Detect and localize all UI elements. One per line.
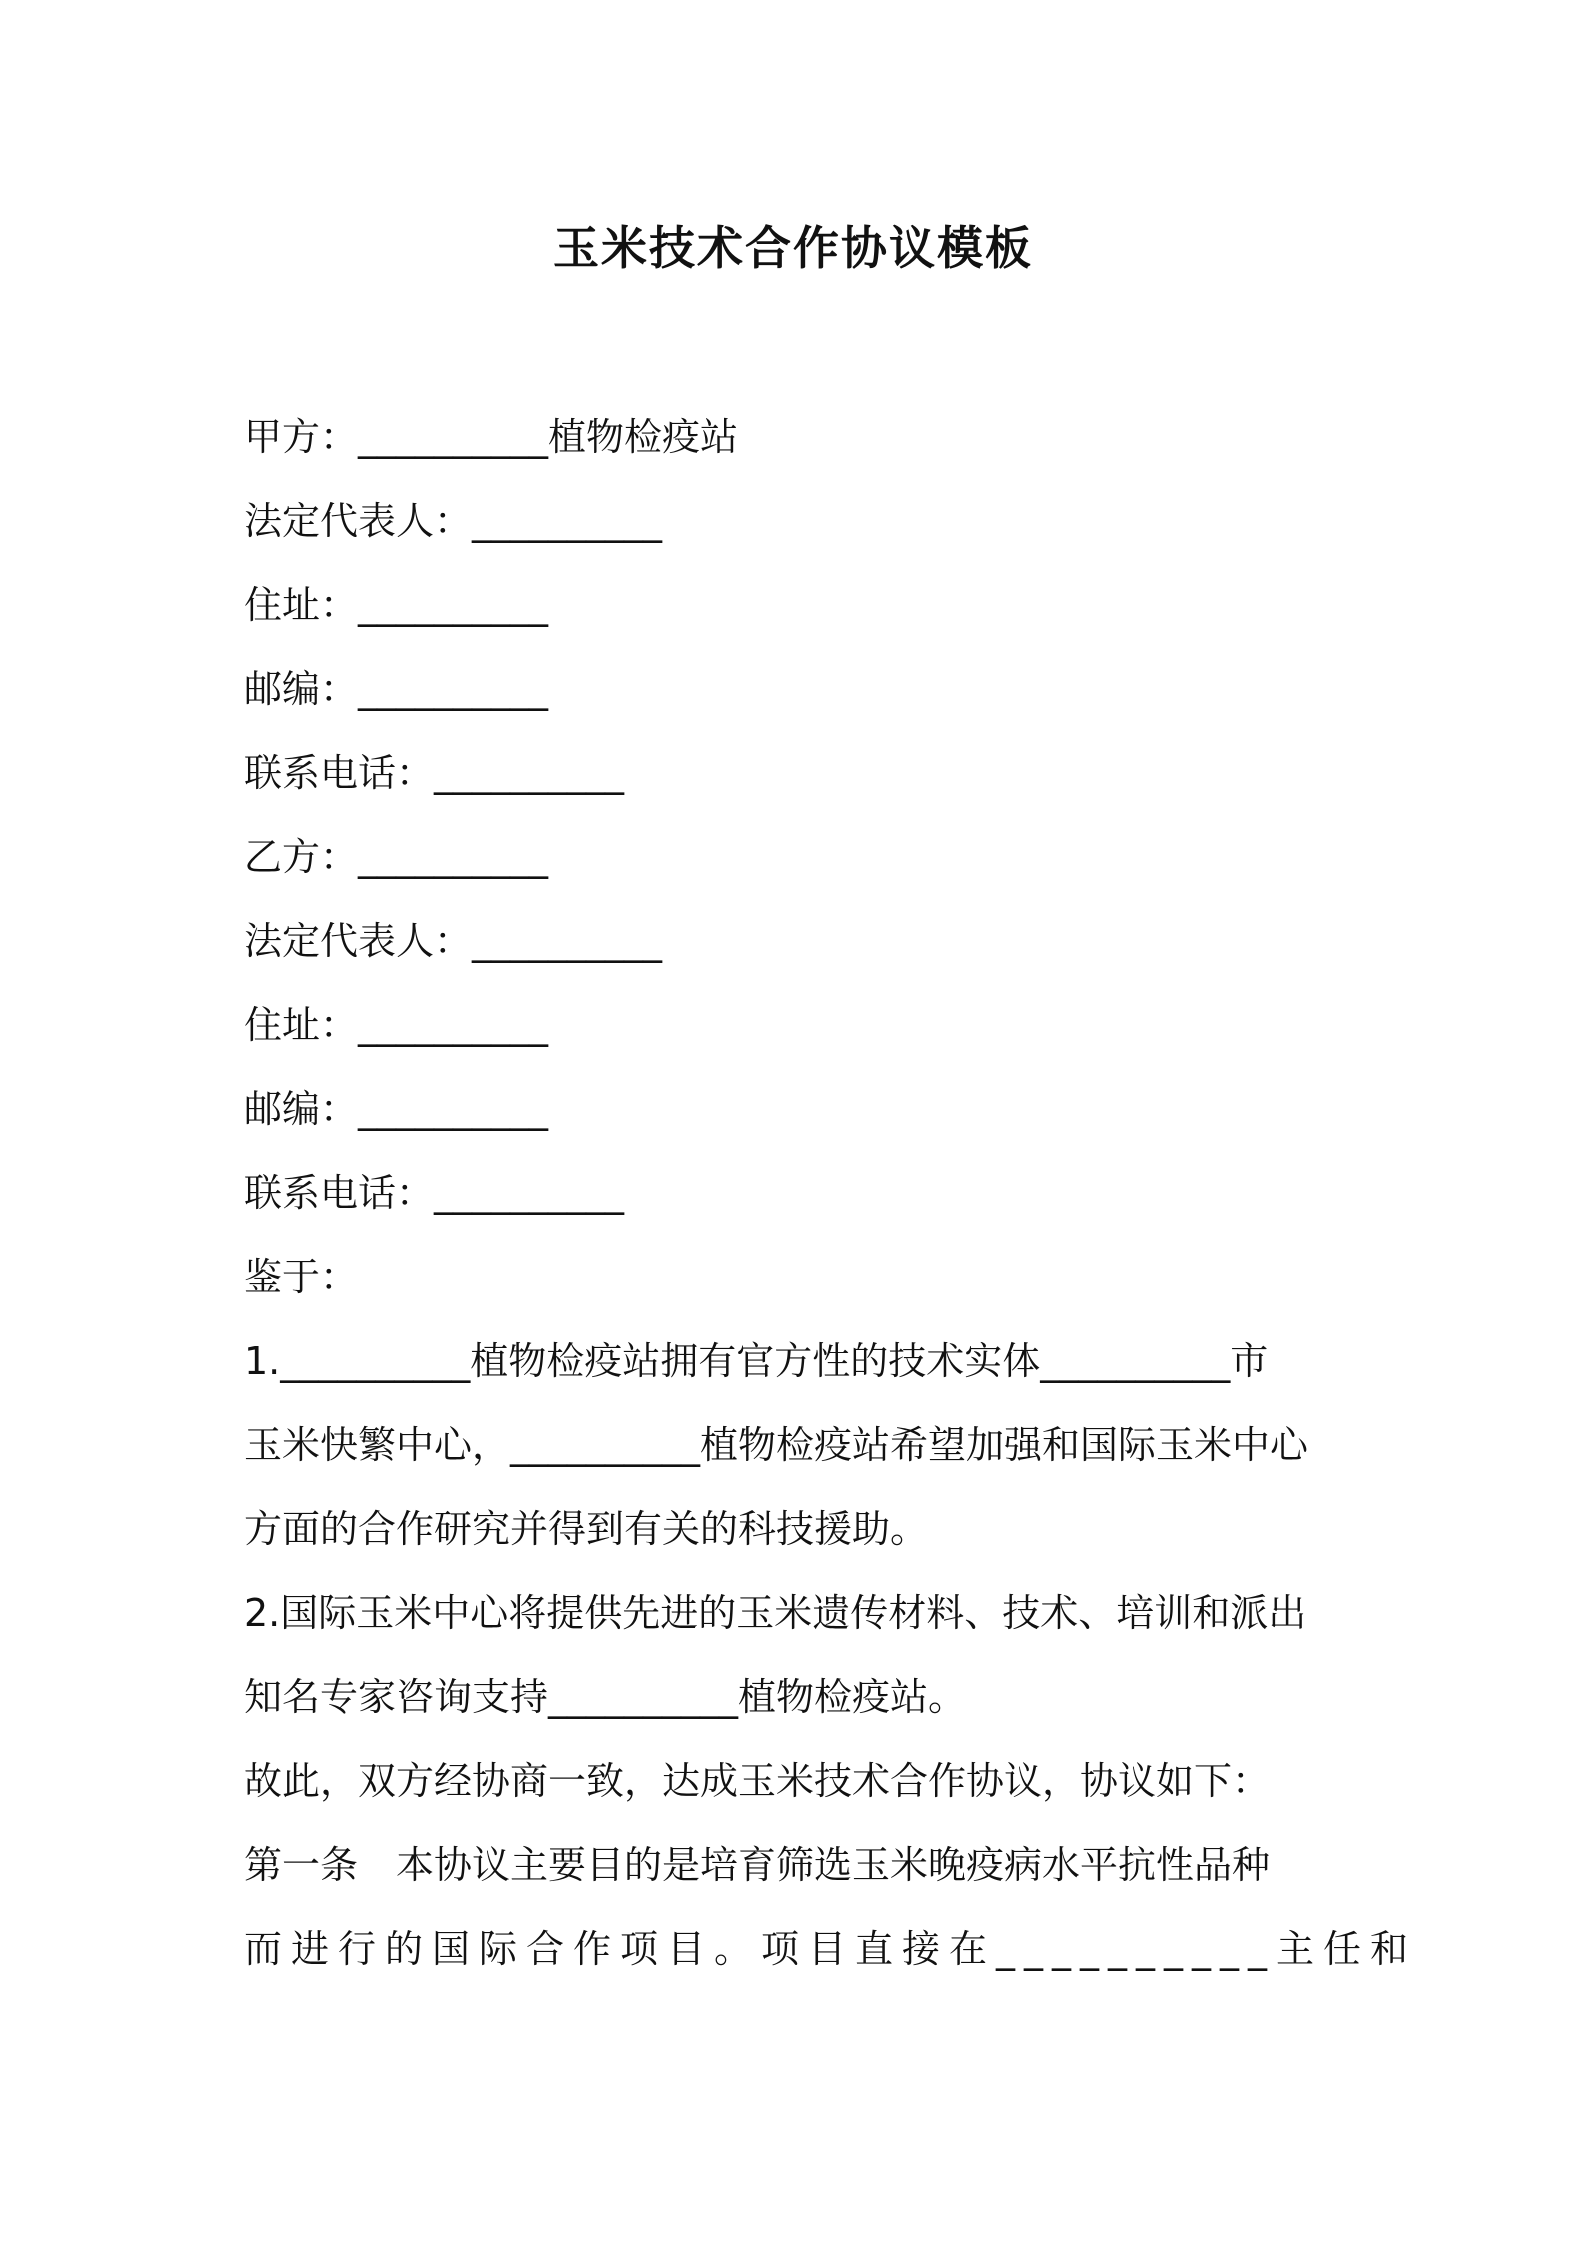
party-a-line: 甲方：__________植物检疫站 (244, 415, 739, 459)
recital-1-line-2: 玉米快繁中心，__________植物检疫站希望加强和国际玉米中心 (244, 1423, 1309, 1467)
recital-1-line-3: 方面的合作研究并得到有关的科技援助。 (244, 1507, 929, 1551)
party-a-postcode-line: 邮编：__________ (244, 667, 549, 711)
party-b-representative-line: 法定代表人：__________ (244, 919, 663, 963)
recital-2-line-2: 知名专家咨询支持__________植物检疫站。 (244, 1675, 967, 1719)
document-body (244, 395, 1418, 1991)
party-b-postcode-line: 邮编：__________ (244, 1087, 549, 1131)
article-1-line-1: 第一条 本协议主要目的是培育筛选玉米晚疫病水平抗性品种 (244, 1843, 1271, 1887)
article-1-line-2: 而进行的国际合作项目。项目直接在__________主任和 (244, 1927, 1418, 1971)
agreement-intro-line: 故此，双方经协商一致，达成玉米技术合作协议，协议如下： (244, 1759, 1271, 1803)
party-b-phone-line: 联系电话：__________ (244, 1171, 625, 1215)
party-a-phone-line: 联系电话：__________ (244, 751, 625, 795)
recital-2-line-1: 2.国际玉米中心将提供先进的玉米遗传材料、技术、培训和派出 (244, 1591, 1307, 1635)
party-b-line: 乙方：__________ (244, 835, 549, 879)
party-b-address-line: 住址：__________ (244, 1003, 549, 1047)
party-a-representative-line: 法定代表人：__________ (244, 499, 663, 543)
document-title: 玉米技术合作协议模板 (553, 221, 1033, 275)
party-a-address-line: 住址：__________ (244, 583, 549, 627)
whereas-heading: 鉴于： (244, 1255, 359, 1299)
recital-1-line-1: 1.__________植物检疫站拥有官方性的技术实体__________市 (244, 1339, 1269, 1383)
